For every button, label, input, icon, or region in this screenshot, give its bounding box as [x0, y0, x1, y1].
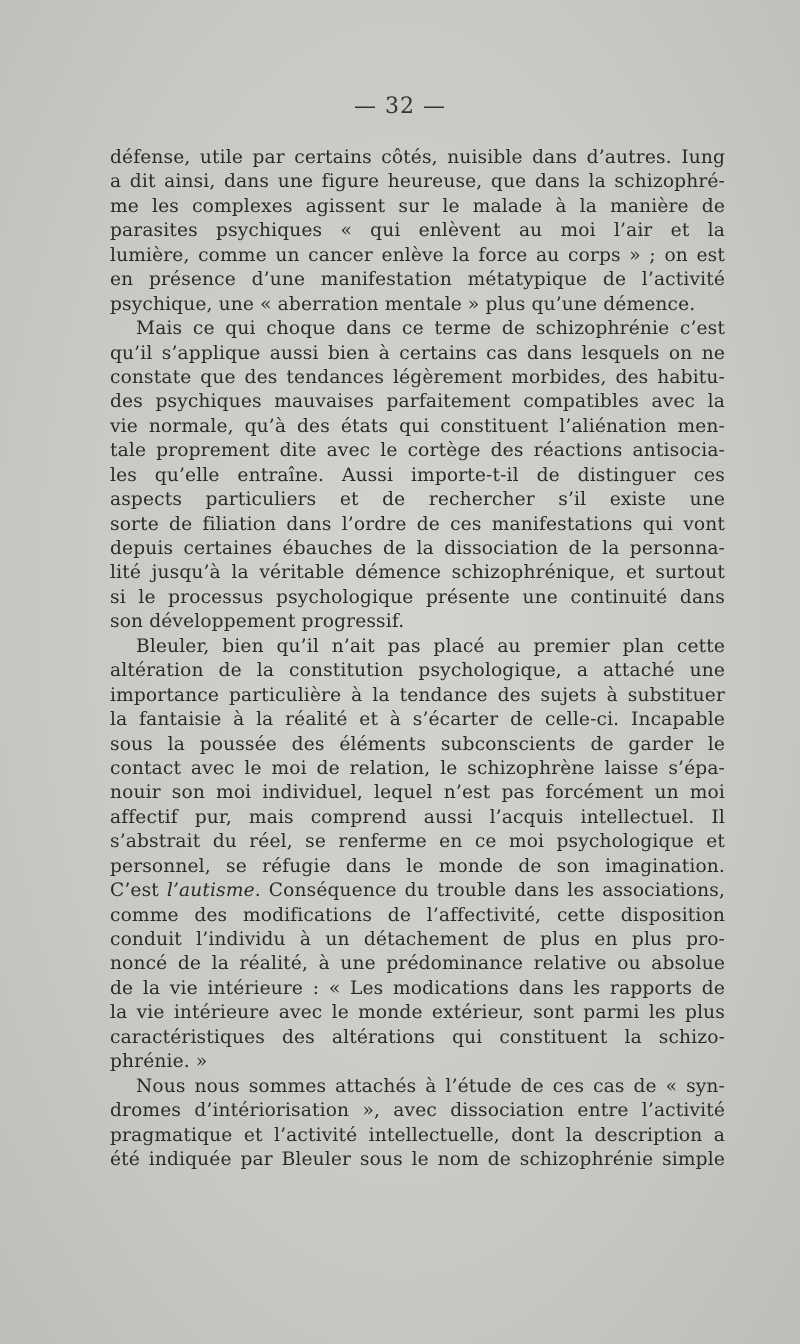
text-line: nouir son moi individuel, lequel n’est pas forcément un moi	[110, 782, 725, 804]
text-line: personnel, se réfugie dans le monde de son imagination.	[110, 855, 725, 877]
text-line: caractéristiques des altérations qui constituent la schizo-	[110, 1026, 725, 1048]
text-line: sous la poussée des éléments subconscients de garder le	[110, 733, 725, 755]
text-line: lumière, comme un cancer enlève la force au corps » ; on est	[110, 244, 725, 266]
text-line: les qu’elle entraîne. Aussi importe-t-il de distinguer ces	[110, 464, 725, 486]
text-line: tale proprement dite avec le cortège des réactions antisocia-	[110, 440, 725, 462]
text-line: son développement progressif.	[110, 611, 405, 633]
text-line: me les complexes agissent sur le malade à la manière de	[110, 195, 725, 217]
text-line: Mais ce qui choque dans ce terme de schizophrénie c’est	[136, 318, 725, 340]
italic-term: l’autisme	[166, 880, 255, 902]
text-line: C’est l’autisme. Conséquence du trouble dans les associations,	[110, 880, 726, 902]
text-line: sorte de filiation dans l’ordre de ces manifestations qui vont	[110, 513, 725, 535]
text-line: comme des modifications de l’affectivité, cette disposition	[110, 904, 725, 926]
text-line: s’abstrait du réel, se renferme en ce moi psychologique et	[110, 831, 725, 853]
text-line: dromes d’intériorisation », avec dissociation entre l’activité	[110, 1100, 725, 1122]
text-line: aspects particuliers et de rechercher s’il existe une	[110, 489, 725, 511]
text-line: a dit ainsi, dans une figure heureuse, que dans la schizophré-	[110, 171, 725, 193]
text-line: si le processus psychologique présente une continuité dans	[110, 586, 725, 608]
text-line: contact avec le moi de relation, le schizophrène laisse s’épa-	[110, 757, 725, 779]
text-line: noncé de la réalité, à une prédominance relative ou absolue	[110, 953, 725, 975]
text-line: phrénie. »	[110, 1051, 208, 1073]
text-line: altération de la constitution psychologique, a attaché une	[110, 660, 725, 682]
text-line: qu’il s’applique aussi bien à certains cas dans lesquels on ne	[110, 342, 725, 364]
text-line: en présence d’une manifestation métatypique de l’activité	[110, 269, 725, 291]
text-line: vie normale, qu’à des états qui constituent l’aliénation men-	[110, 415, 725, 437]
text-line: Nous nous sommes attachés à l’étude de ces cas de « syn-	[136, 1075, 725, 1097]
text-line: affectif pur, mais comprend aussi l’acquis intellectuel. Il	[110, 806, 725, 828]
body-text	[110, 146, 725, 1172]
text-line: la vie intérieure avec le monde extérieur, sont parmi les plus	[110, 1002, 725, 1024]
text-line: Bleuler, bien qu’il n’ait pas placé au premier plan cette	[136, 635, 725, 657]
text-line: depuis certaines ébauches de la dissociation de la personna-	[110, 538, 725, 559]
text-line: lité jusqu’à la véritable démence schizophrénique, et surtout	[110, 562, 725, 584]
text-line: parasites psychiques « qui enlèvent au moi l’air et la	[110, 220, 725, 242]
page-number: — 32 —	[354, 94, 446, 119]
text-line: pragmatique et l’activité intellectuelle, dont la description a	[110, 1124, 725, 1146]
text-line: des psychiques mauvaises parfaitement compatibles avec la	[110, 391, 725, 413]
text-line: été indiquée par Bleuler sous le nom de schizophrénie simple	[110, 1148, 725, 1170]
text-line: importance particulière à la tendance des sujets à substituer	[110, 684, 725, 706]
text-line: constate que des tendances légèrement morbides, des habitu-	[110, 366, 725, 388]
text-line: la fantaisie à la réalité et à s’écarter de celle-ci. Incapable	[110, 709, 725, 731]
text-line: conduit l’individu à un détachement de plus en plus pro-	[110, 929, 725, 950]
text-line: de la vie intérieure : « Les modications dans les rapports de	[110, 977, 725, 999]
text-line: psychique, une « aberration mentale » plus qu’une démence.	[110, 293, 696, 315]
text-line: défense, utile par certains côtés, nuisible dans d’autres. Iung	[110, 147, 725, 168]
